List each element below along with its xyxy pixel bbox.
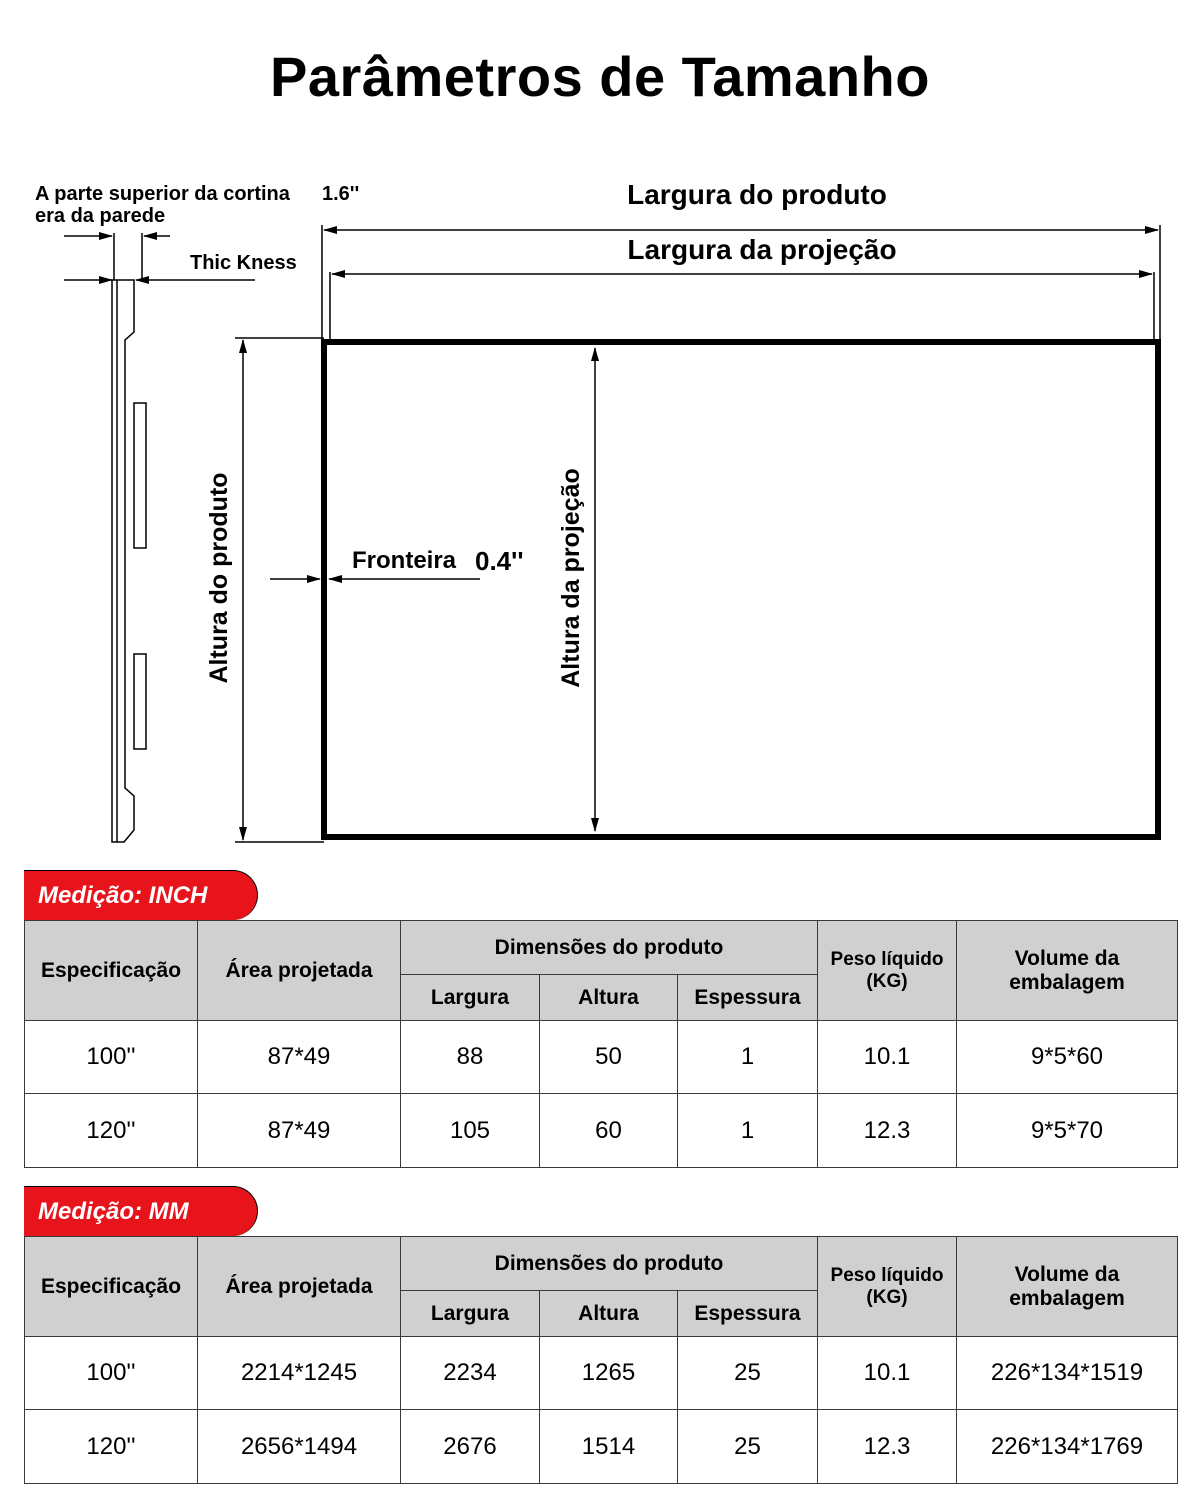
cell-height: 1514	[540, 1410, 678, 1484]
table-row	[25, 1094, 1178, 1168]
header-weight-line2: (KG)	[866, 970, 908, 992]
cell-width: 88	[401, 1021, 540, 1094]
cell-area: 87*49	[198, 1094, 401, 1168]
cell-area: 87*49	[198, 1021, 401, 1094]
cell-thickness: 1	[678, 1094, 818, 1168]
inch-spec-table	[24, 920, 1178, 1168]
cell-weight: 10.1	[818, 1021, 957, 1094]
side-profile	[112, 233, 146, 842]
table-row	[25, 1337, 1178, 1410]
cell-height: 1265	[540, 1337, 678, 1410]
mm-spec-table	[24, 1236, 1178, 1484]
header-area: Área projetada	[198, 1237, 401, 1337]
cell-thickness: 1	[678, 1021, 818, 1094]
header-height: Altura	[540, 1291, 678, 1337]
cell-volume: 9*5*70	[957, 1094, 1178, 1168]
header-volume	[957, 921, 1178, 1021]
table-row	[25, 1021, 1178, 1094]
cell-area: 2214*1245	[198, 1337, 401, 1410]
cell-spec: 120''	[25, 1410, 198, 1484]
product-width-label: Largura do produto	[627, 179, 887, 210]
wall-distance-value: 1.6''	[322, 183, 360, 205]
cell-height: 50	[540, 1021, 678, 1094]
cell-width: 105	[401, 1094, 540, 1168]
header-volume-line1: Volume da	[1014, 1262, 1120, 1286]
cell-width: 2676	[401, 1410, 540, 1484]
header-thickness: Espessura	[678, 1291, 818, 1337]
header-spec: Especificação	[25, 1237, 198, 1337]
cell-volume: 226*134*1769	[957, 1410, 1178, 1484]
screen-frame	[324, 342, 1158, 837]
projection-width-label: Largura da projeção	[627, 234, 897, 265]
header-spec: Especificação	[25, 921, 198, 1021]
header-weight-line2: (KG)	[866, 1286, 908, 1308]
header-thickness: Espessura	[678, 975, 818, 1021]
wall-label-line2: era da parede	[35, 205, 166, 227]
header-weight	[818, 1237, 957, 1337]
table-row	[25, 1410, 1178, 1484]
header-volume	[957, 1237, 1178, 1337]
header-weight	[818, 921, 957, 1021]
cell-weight: 10.1	[818, 1337, 957, 1410]
mm-section-badge: Medição: MM	[24, 1186, 258, 1236]
border-value: 0.4''	[475, 546, 524, 576]
cell-spec: 100''	[25, 1021, 198, 1094]
border-label: Fronteira	[352, 547, 457, 574]
cell-thickness: 25	[678, 1337, 818, 1410]
header-width: Largura	[401, 975, 540, 1021]
header-dimensions: Dimensões do produto	[401, 1237, 818, 1291]
projection-height-label: Altura da projeção	[557, 468, 585, 688]
header-width: Largura	[401, 1291, 540, 1337]
cell-volume: 226*134*1519	[957, 1337, 1178, 1410]
header-height: Altura	[540, 975, 678, 1021]
cell-weight: 12.3	[818, 1410, 957, 1484]
wall-label-line1: A parte superior da cortina	[35, 183, 290, 205]
header-volume-line2: embalagem	[1009, 1286, 1125, 1310]
cell-volume: 9*5*60	[957, 1021, 1178, 1094]
thickness-label: Thic Kness	[190, 252, 297, 274]
size-diagram	[0, 160, 1200, 860]
page-title: Parâmetros de Tamanho	[270, 45, 930, 108]
header-dimensions: Dimensões do produto	[401, 921, 818, 975]
cell-width: 2234	[401, 1337, 540, 1410]
inch-section-badge: Medição: INCH	[24, 870, 258, 920]
header-volume-line1: Volume da	[1014, 946, 1120, 970]
header-weight-line1: Peso líquido	[830, 1264, 944, 1286]
product-height-label: Altura do produto	[205, 472, 233, 684]
header-volume-line2: embalagem	[1009, 970, 1125, 994]
cell-spec: 100''	[25, 1337, 198, 1410]
cell-spec: 120''	[25, 1094, 198, 1168]
cell-area: 2656*1494	[198, 1410, 401, 1484]
cell-thickness: 25	[678, 1410, 818, 1484]
header-area: Área projetada	[198, 921, 401, 1021]
header-weight-line1: Peso líquido	[830, 948, 944, 970]
cell-weight: 12.3	[818, 1094, 957, 1168]
cell-height: 60	[540, 1094, 678, 1168]
